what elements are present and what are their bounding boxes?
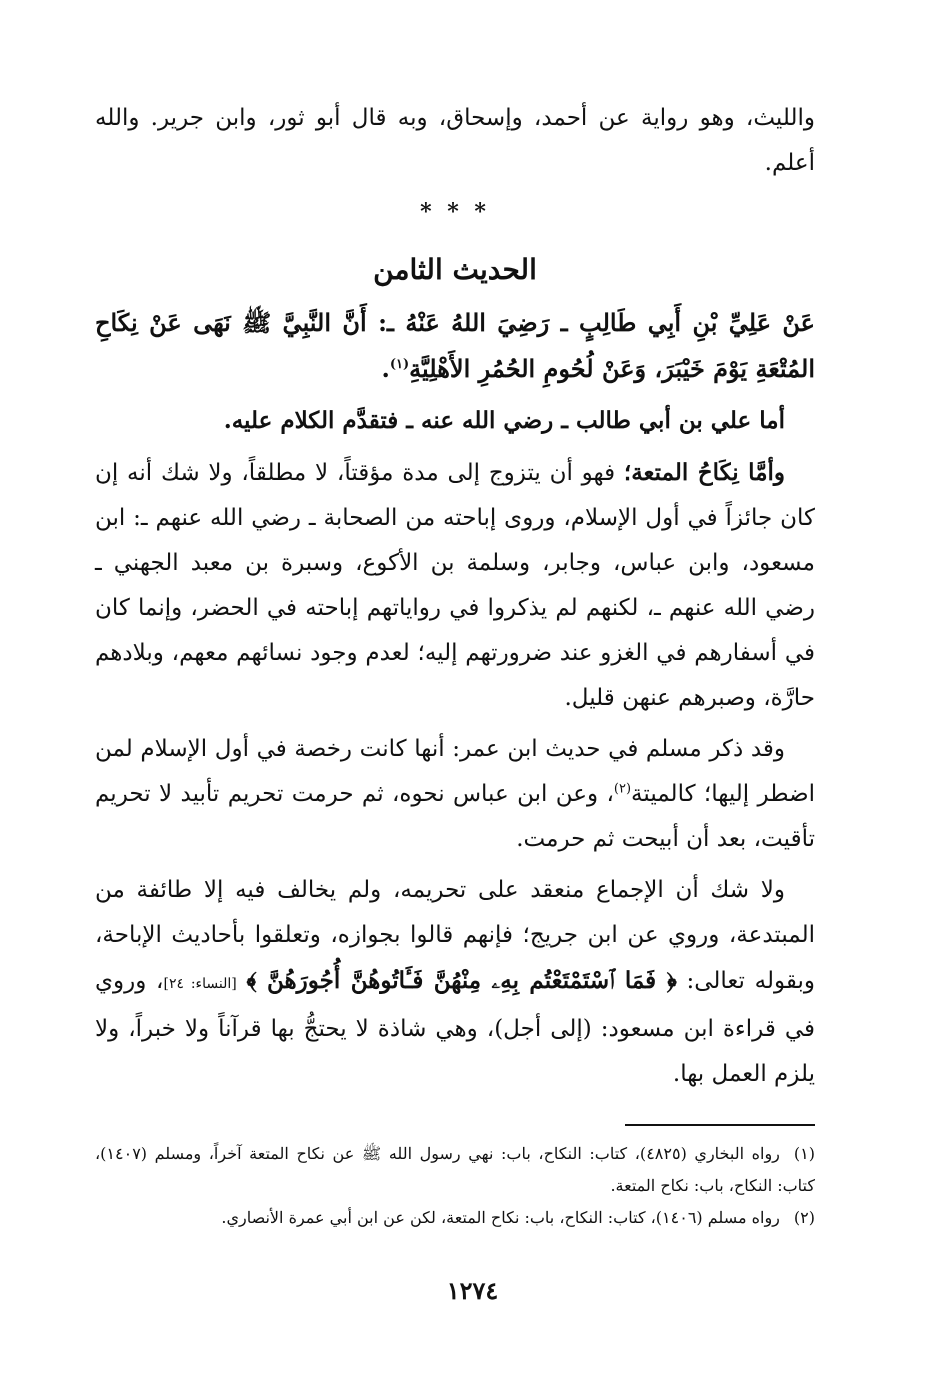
muslim-text-1: وقد ذكر مسلم في حديث ابن عمر: أنها كانت رخصة في أول الإسلام لمن اضطر إليها؛ كالميتة [95,736,816,807]
ijma-text-2: ، وروي في قراءة ابن مسعود: (إلى أجل)، وهي شاذة لا يحتجُّ بها قرآناً ولا خبراً، ولا يلزم العمل بها. [95,968,815,1087]
footnote-1-text: رواه البخاري (٤٨٢٥)، كتاب: النكاح، باب: نهي رسول الله ﷺ عن نكاح المتعة آخراً، ومسلم (١٤٠٧)، كتاب: النكاح، باب: نكاح المتعة. [95,1144,815,1195]
opening-paragraph: والليث، وهو رواية عن أحمد، وإسحاق، وبه قال أبو ثور، وابن جرير. والله أعلم. [95,105,815,176]
footnote-2-number: (٢) [793,1208,815,1227]
hadith-end: . [381,354,390,383]
main-text [95,96,815,1097]
footnote-ref-2: (٢) [613,781,632,797]
hadith-text [95,300,815,392]
footnote-1 [95,1138,815,1202]
paragraph-ali-text: أما علي بن أبي طالب ـ رضي الله عنه ـ فتقدَّم الكلام عليه. [223,407,785,434]
section-heading: الحديث الثامن [373,253,537,286]
quran-verse: ﴿ فَمَا ٱسْتَمْتَعْتُم بِهِۦ مِنْهُنَّ فَـَٔاتُوهُنَّ أُجُورَهُنَّ ﴾ [246,967,677,994]
hadith-body: عَنْ عَلِيِّ بْنِ أَبِي طَالِبٍ ـ رَضِيَ اللهُ عَنْهُ ـ: أَنَّ النَّبِيَّ ﷺ نَهَى عَنْ نِكَاحِ المُتْعَةِ يَوْمَ خَيْبَرَ، وَعَنْ لُحُومِ الحُمُرِ الأَهْلِيَّةِ [95,308,815,383]
paragraph-muslim [95,727,815,862]
verse-reference: [النساء: ٢٤] [163,976,237,992]
footnote-divider [625,1124,815,1126]
mutah-lead: وأمَّا نِكَاحُ المتعة؛ [623,459,786,486]
footnote-2-text: رواه مسلم (١٤٠٦)، كتاب: النكاح، باب: نكاح المتعة، لكن عن ابن أبي عمرة الأنصاري. [221,1208,780,1227]
footnotes [95,1138,815,1234]
muslim-text-2: ، وعن ابن عباس نحوه، ثم حرمت تحريم تأبيد لا تحريم تأقيت، بعد أن أبيحت ثم حرمت. [95,781,815,852]
section-separator: * * * [420,199,490,225]
paragraph-mutah [95,450,815,721]
mutah-text: فهو أن يتزوج إلى مدة مؤقتاً، لا مطلقاً، ولا شك أنه إن كان جائزاً في أول الإسلام، وروى إباحته من الصحابة ـ رضي الله عنهم ـ: ابن مسعود، وابن عباس، وجابر، وسلمة بن الأكوع، وسبرة بن معبد الجهني ـ رضي الله عنهم ـ، لكنهم لم يذكروا في رواياتهم إباحته في الحضر، وإنما كان في أسفارهم في الغزو عند ضرورتهم إليه؛ لعدم وجود نسائهم معهم، وبلادهم حارَّة، وصبرهم عنهن قليل. [95,460,815,711]
footnote-ref-1: (١) [389,357,410,372]
paragraph-ijma [95,868,815,1097]
ijma-text-1: ولا شك أن الإجماع منعقد على تحريمه، ولم يخالف فيه إلا طائفة من المبتدعة، وروي عن ابن جريج؛ فإنهم قالوا بجوازه، وتعلقوا بأحاديث الإباحة، وبقوله تعالى: [95,877,815,994]
paragraph-ali [95,398,815,444]
footnote-2 [95,1202,815,1234]
page-number: ١٢٧٤ [446,1276,499,1305]
footnote-1-number: (١) [793,1144,816,1163]
